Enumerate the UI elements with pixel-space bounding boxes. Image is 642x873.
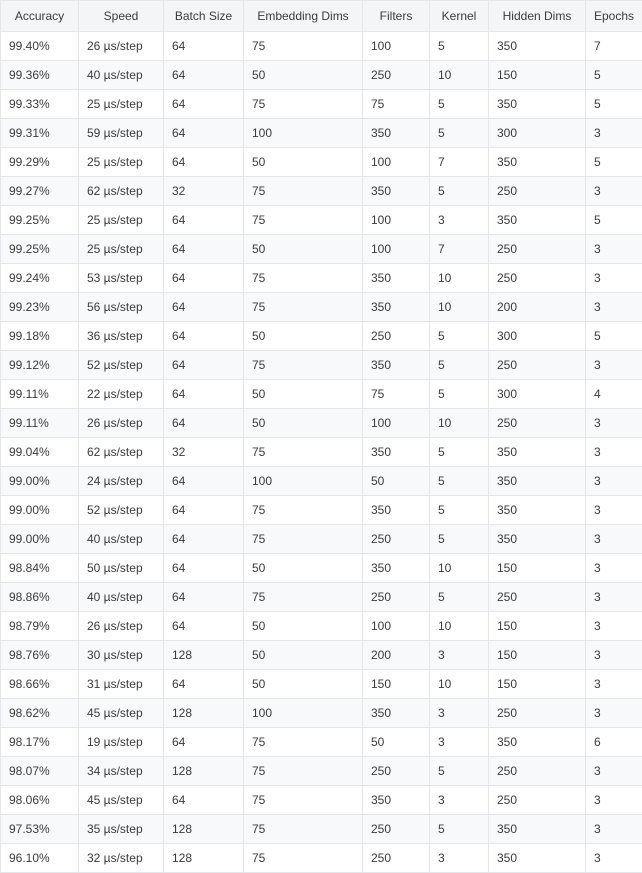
table-row [1, 119, 642, 148]
table-cell: 99.11% [1, 380, 79, 409]
table-cell: 24 µs/step [79, 467, 164, 496]
table-cell: 75 [244, 206, 363, 235]
table-cell: 5 [430, 32, 489, 61]
table-cell: 3 [586, 177, 642, 206]
table-cell: 40 µs/step [79, 583, 164, 612]
table-cell: 350 [363, 119, 430, 148]
table-cell: 75 [244, 293, 363, 322]
table-cell: 3 [586, 815, 642, 844]
table-cell: 100 [363, 409, 430, 438]
table-cell: 64 [164, 119, 244, 148]
table-cell: 99.29% [1, 148, 79, 177]
table-cell: 64 [164, 90, 244, 119]
table-row [1, 554, 642, 583]
table-cell: 150 [489, 61, 586, 90]
table-cell: 75 [244, 815, 363, 844]
table-cell: 99.04% [1, 438, 79, 467]
table-cell: 3 [586, 467, 642, 496]
table-cell: 100 [244, 467, 363, 496]
table-cell: 25 µs/step [79, 235, 164, 264]
table-cell: 5 [430, 380, 489, 409]
table-cell: 3 [586, 583, 642, 612]
table-cell: 3 [586, 496, 642, 525]
table-cell: 75 [244, 757, 363, 786]
table-cell: 59 µs/step [79, 119, 164, 148]
table-cell: 3 [586, 235, 642, 264]
table-cell: 50 [244, 322, 363, 351]
table-cell: 350 [363, 293, 430, 322]
table-row [1, 177, 642, 206]
table-cell: 250 [489, 235, 586, 264]
table-cell: 350 [489, 525, 586, 554]
table-cell: 35 µs/step [79, 815, 164, 844]
table-cell: 75 [244, 728, 363, 757]
table-cell: 64 [164, 61, 244, 90]
table-cell: 3 [586, 670, 642, 699]
table-cell: 50 µs/step [79, 554, 164, 583]
table-cell: 99.31% [1, 119, 79, 148]
table-cell: 75 [244, 786, 363, 815]
table-cell: 25 µs/step [79, 206, 164, 235]
table-cell: 5 [430, 583, 489, 612]
table-row [1, 61, 642, 90]
table-cell: 56 µs/step [79, 293, 164, 322]
table-row [1, 380, 642, 409]
table-cell: 75 [244, 351, 363, 380]
table-cell: 350 [363, 438, 430, 467]
table-row [1, 90, 642, 119]
table-cell: 99.23% [1, 293, 79, 322]
table-cell: 26 µs/step [79, 32, 164, 61]
table-cell: 100 [363, 206, 430, 235]
table-cell: 3 [430, 206, 489, 235]
table-cell: 350 [363, 699, 430, 728]
table-cell: 98.07% [1, 757, 79, 786]
table-cell: 250 [489, 177, 586, 206]
table-cell: 64 [164, 235, 244, 264]
table-cell: 350 [489, 496, 586, 525]
table-body [1, 32, 642, 873]
table-row [1, 496, 642, 525]
table-cell: 50 [244, 641, 363, 670]
table-row [1, 235, 642, 264]
table-cell: 128 [164, 699, 244, 728]
column-header[interactable]: Filters [363, 1, 430, 32]
table-cell: 98.79% [1, 612, 79, 641]
table-cell: 100 [363, 32, 430, 61]
table-cell: 350 [363, 496, 430, 525]
table-cell: 98.17% [1, 728, 79, 757]
table-cell: 50 [244, 409, 363, 438]
table-cell: 250 [363, 322, 430, 351]
table-cell: 19 µs/step [79, 728, 164, 757]
table-row [1, 264, 642, 293]
table-cell: 45 µs/step [79, 786, 164, 815]
table-cell: 64 [164, 728, 244, 757]
table-cell: 99.36% [1, 61, 79, 90]
table-cell: 10 [430, 554, 489, 583]
table-cell: 300 [489, 380, 586, 409]
table-cell: 350 [363, 177, 430, 206]
table-cell: 64 [164, 293, 244, 322]
table-cell: 99.33% [1, 90, 79, 119]
table-cell: 10 [430, 264, 489, 293]
table-row [1, 148, 642, 177]
table-cell: 50 [244, 612, 363, 641]
table-cell: 50 [363, 728, 430, 757]
table-cell: 7 [586, 32, 642, 61]
table-row [1, 786, 642, 815]
table-cell: 5 [586, 148, 642, 177]
table-cell: 99.27% [1, 177, 79, 206]
table-cell: 3 [586, 699, 642, 728]
table-cell: 250 [363, 583, 430, 612]
table-cell: 5 [430, 496, 489, 525]
table-row [1, 525, 642, 554]
table-cell: 10 [430, 612, 489, 641]
table-cell: 128 [164, 641, 244, 670]
table-header-row [1, 1, 642, 32]
table-cell: 3 [586, 786, 642, 815]
table-cell: 150 [489, 612, 586, 641]
table-cell: 10 [430, 61, 489, 90]
table-cell: 350 [363, 554, 430, 583]
table-cell: 350 [363, 264, 430, 293]
table-cell: 150 [489, 641, 586, 670]
table-cell: 99.18% [1, 322, 79, 351]
table-cell: 350 [489, 32, 586, 61]
column-header[interactable]: Batch Size [164, 1, 244, 32]
table-cell: 128 [164, 757, 244, 786]
table-cell: 99.11% [1, 409, 79, 438]
table-cell: 250 [489, 786, 586, 815]
table-cell: 100 [244, 699, 363, 728]
table-cell: 3 [586, 525, 642, 554]
table-cell: 32 µs/step [79, 844, 164, 873]
table-cell: 300 [489, 322, 586, 351]
table-cell: 350 [363, 351, 430, 380]
table-cell: 350 [363, 786, 430, 815]
table-cell: 50 [244, 235, 363, 264]
table-cell: 100 [363, 148, 430, 177]
table-cell: 75 [363, 90, 430, 119]
table-cell: 250 [363, 844, 430, 873]
table-row [1, 641, 642, 670]
table-cell: 25 µs/step [79, 90, 164, 119]
table-cell: 350 [489, 438, 586, 467]
table-cell: 7 [430, 148, 489, 177]
table-cell: 250 [489, 699, 586, 728]
table-row [1, 32, 642, 61]
column-header[interactable]: Speed [79, 1, 164, 32]
table-cell: 99.00% [1, 496, 79, 525]
table-row [1, 670, 642, 699]
table-cell: 5 [430, 177, 489, 206]
table-cell: 350 [489, 815, 586, 844]
table-cell: 150 [489, 670, 586, 699]
table-cell: 64 [164, 322, 244, 351]
table-cell: 150 [363, 670, 430, 699]
table-cell: 10 [430, 670, 489, 699]
table-cell: 5 [430, 119, 489, 148]
table-row [1, 293, 642, 322]
table-cell: 3 [430, 699, 489, 728]
table-cell: 3 [430, 728, 489, 757]
table-cell: 99.24% [1, 264, 79, 293]
table-cell: 64 [164, 583, 244, 612]
table-cell: 99.00% [1, 467, 79, 496]
table-cell: 62 µs/step [79, 177, 164, 206]
table-cell: 52 µs/step [79, 496, 164, 525]
table-cell: 64 [164, 786, 244, 815]
table-cell: 99.40% [1, 32, 79, 61]
table-cell: 350 [489, 206, 586, 235]
table-cell: 250 [489, 264, 586, 293]
table-cell: 5 [430, 90, 489, 119]
table-cell: 250 [489, 583, 586, 612]
table-cell: 98.06% [1, 786, 79, 815]
table-cell: 5 [586, 90, 642, 119]
table-cell: 50 [244, 380, 363, 409]
table-cell: 32 [164, 438, 244, 467]
table-cell: 64 [164, 32, 244, 61]
table-cell: 98.86% [1, 583, 79, 612]
table-cell: 64 [164, 148, 244, 177]
table-cell: 350 [489, 148, 586, 177]
table-cell: 350 [489, 728, 586, 757]
table-cell: 150 [489, 554, 586, 583]
table-cell: 98.84% [1, 554, 79, 583]
table-cell: 75 [244, 583, 363, 612]
table-cell: 5 [430, 757, 489, 786]
table-cell: 34 µs/step [79, 757, 164, 786]
table-cell: 250 [363, 61, 430, 90]
table-cell: 50 [244, 61, 363, 90]
table-cell: 64 [164, 554, 244, 583]
table-cell: 3 [586, 264, 642, 293]
table-cell: 250 [363, 525, 430, 554]
table-cell: 50 [244, 670, 363, 699]
table-cell: 5 [430, 525, 489, 554]
table-cell: 4 [586, 380, 642, 409]
table-row [1, 612, 642, 641]
table-cell: 3 [586, 757, 642, 786]
table-cell: 96.10% [1, 844, 79, 873]
table-row [1, 206, 642, 235]
table-header [1, 1, 642, 32]
table-cell: 3 [430, 786, 489, 815]
table-cell: 36 µs/step [79, 322, 164, 351]
table-cell: 350 [489, 90, 586, 119]
table-cell: 5 [430, 351, 489, 380]
table-row [1, 351, 642, 380]
table-cell: 64 [164, 670, 244, 699]
table-cell: 64 [164, 612, 244, 641]
table-row [1, 728, 642, 757]
table-row [1, 322, 642, 351]
table-cell: 31 µs/step [79, 670, 164, 699]
table-cell: 32 [164, 177, 244, 206]
table-cell: 10 [430, 293, 489, 322]
table-cell: 40 µs/step [79, 61, 164, 90]
table-cell: 99.00% [1, 525, 79, 554]
table-cell: 50 [244, 554, 363, 583]
table-cell: 250 [489, 757, 586, 786]
table-cell: 5 [430, 438, 489, 467]
table-cell: 3 [586, 554, 642, 583]
table-cell: 250 [489, 351, 586, 380]
table-cell: 350 [489, 844, 586, 873]
table-cell: 200 [363, 641, 430, 670]
table-cell: 98.76% [1, 641, 79, 670]
table-cell: 97.53% [1, 815, 79, 844]
table-cell: 50 [244, 148, 363, 177]
table-row [1, 699, 642, 728]
table-cell: 75 [244, 525, 363, 554]
table-cell: 26 µs/step [79, 612, 164, 641]
table-cell: 64 [164, 380, 244, 409]
table-cell: 3 [586, 293, 642, 322]
table-cell: 5 [430, 322, 489, 351]
table-cell: 100 [244, 119, 363, 148]
table-cell: 3 [586, 409, 642, 438]
table-cell: 64 [164, 409, 244, 438]
table-cell: 3 [586, 351, 642, 380]
table-cell: 100 [363, 612, 430, 641]
table-cell: 3 [586, 438, 642, 467]
table-cell: 100 [363, 235, 430, 264]
table-cell: 3 [430, 641, 489, 670]
table-cell: 64 [164, 206, 244, 235]
table-cell: 5 [430, 815, 489, 844]
table-cell: 75 [244, 177, 363, 206]
table-cell: 128 [164, 844, 244, 873]
table-cell: 3 [586, 641, 642, 670]
table-cell: 3 [430, 844, 489, 873]
table-cell: 99.12% [1, 351, 79, 380]
table-cell: 52 µs/step [79, 351, 164, 380]
table-cell: 75 [244, 438, 363, 467]
table-cell: 40 µs/step [79, 525, 164, 554]
table-cell: 99.25% [1, 206, 79, 235]
table-row [1, 409, 642, 438]
table-cell: 128 [164, 815, 244, 844]
table-cell: 99.25% [1, 235, 79, 264]
table-cell: 75 [244, 32, 363, 61]
table-cell: 3 [586, 844, 642, 873]
table-cell: 64 [164, 525, 244, 554]
table-cell: 5 [586, 322, 642, 351]
table-cell: 250 [489, 409, 586, 438]
table-cell: 5 [430, 467, 489, 496]
table-cell: 350 [489, 467, 586, 496]
table-cell: 200 [489, 293, 586, 322]
table-cell: 75 [244, 264, 363, 293]
table-cell: 45 µs/step [79, 699, 164, 728]
table-cell: 98.66% [1, 670, 79, 699]
column-header[interactable]: Embedding Dims [244, 1, 363, 32]
table-cell: 64 [164, 264, 244, 293]
table-cell: 30 µs/step [79, 641, 164, 670]
table-cell: 75 [244, 90, 363, 119]
table-row [1, 438, 642, 467]
column-header[interactable]: Epochs [586, 1, 642, 32]
table-cell: 250 [363, 815, 430, 844]
table-row [1, 757, 642, 786]
table-cell: 5 [586, 206, 642, 235]
table-cell: 250 [363, 757, 430, 786]
table-cell: 75 [363, 380, 430, 409]
table-cell: 3 [586, 119, 642, 148]
table-cell: 62 µs/step [79, 438, 164, 467]
table-row [1, 815, 642, 844]
table-cell: 64 [164, 496, 244, 525]
table-row [1, 467, 642, 496]
column-header[interactable]: Kernel [430, 1, 489, 32]
table-cell: 7 [430, 235, 489, 264]
table-cell: 64 [164, 351, 244, 380]
column-header[interactable]: Accuracy [1, 1, 79, 32]
table-cell: 5 [586, 61, 642, 90]
table-row [1, 583, 642, 612]
table-cell: 25 µs/step [79, 148, 164, 177]
table-cell: 75 [244, 496, 363, 525]
table-cell: 53 µs/step [79, 264, 164, 293]
table-cell: 3 [586, 612, 642, 641]
table-cell: 50 [363, 467, 430, 496]
table-cell: 75 [244, 844, 363, 873]
table-cell: 10 [430, 409, 489, 438]
table-cell: 300 [489, 119, 586, 148]
table-cell: 26 µs/step [79, 409, 164, 438]
table-cell: 64 [164, 467, 244, 496]
table-cell: 98.62% [1, 699, 79, 728]
table-cell: 22 µs/step [79, 380, 164, 409]
column-header[interactable]: Hidden Dims [489, 1, 586, 32]
table-cell: 6 [586, 728, 642, 757]
